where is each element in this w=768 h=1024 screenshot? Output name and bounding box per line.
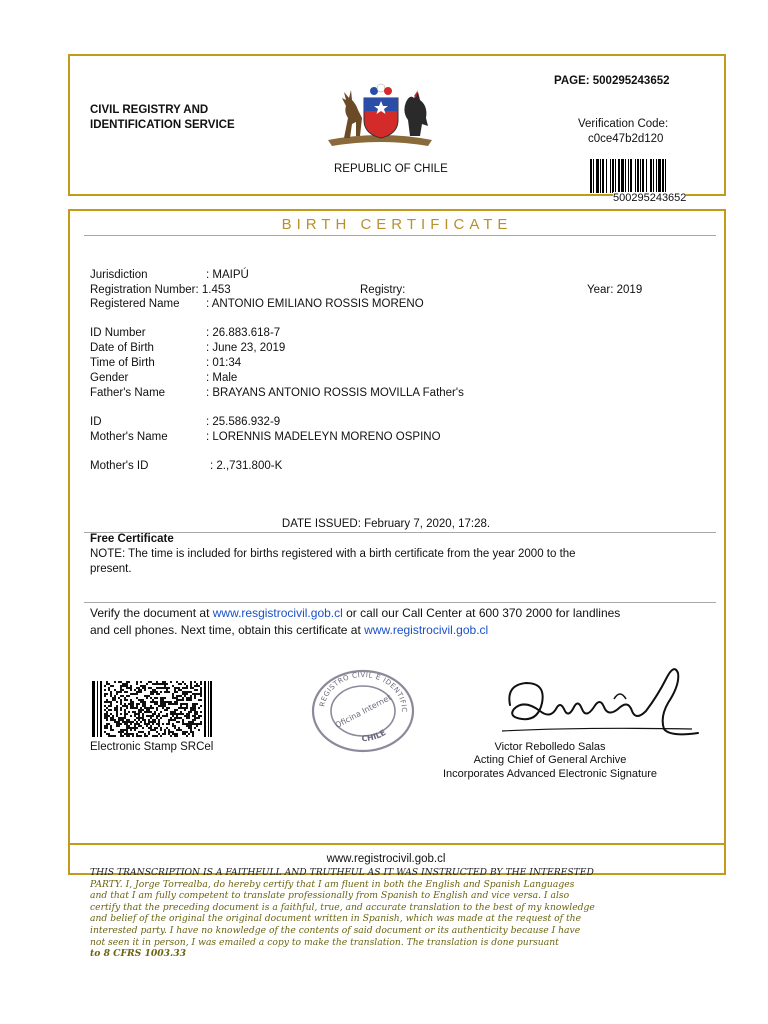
signer-title: Acting Chief of General Archive xyxy=(473,754,627,766)
coat-of-arms-logo xyxy=(322,78,438,148)
mother-id-label: Mother's ID xyxy=(90,460,149,472)
agency-name-line1: CIVIL REGISTRY AND xyxy=(90,104,209,116)
barcode-bar xyxy=(666,159,668,193)
svg-text:CHILE xyxy=(361,728,387,743)
translator-note-line-4: certify that the preceding document is a faithful, true, and accurate translation to the best of my knowledge xyxy=(90,901,595,913)
translator-note-line-6: interested party. I have no knowledge of the contents of said document or its authenticity because I have xyxy=(90,924,581,936)
page-number: PAGE: 500295243652 xyxy=(554,75,670,87)
date-issued: DATE ISSUED: February 7, 2020, 17:28. xyxy=(281,518,491,530)
tob-row xyxy=(90,356,241,370)
gender-label: Gender xyxy=(90,372,129,384)
father-name-value: : BRAYANS ANTONIO ROSSIS MOVILLA Father's xyxy=(206,387,464,399)
official-seal xyxy=(308,667,418,755)
gender-row xyxy=(90,371,237,385)
translator-note-line-3: and that I am fully competent to translate professionally from Spanish to English and vice versa. I also xyxy=(90,890,570,902)
note-line-2: present. xyxy=(90,563,132,575)
agency-name-line2: IDENTIFICATION SERVICE xyxy=(90,119,235,131)
header-barcode xyxy=(590,159,718,193)
id-number-label: ID Number xyxy=(90,327,146,339)
registered-name-label: Registered Name xyxy=(90,298,180,310)
mother-name-label: Mother's Name xyxy=(90,431,168,443)
registered-name-value: : ANTONIO EMILIANO ROSSIS MORENO xyxy=(206,298,424,310)
verify-line2-prefix: and cell phones. Next time, obtain this certificate at xyxy=(90,623,365,637)
stamp-barcode-graphic xyxy=(92,681,212,737)
verify-middle: or call our Call Center at 600 370 2000 for landlines xyxy=(342,606,621,620)
tob-label: Time of Birth xyxy=(90,357,155,369)
svg-text:REGISTRO CIVIL E IDENTIFICACIO xyxy=(308,667,408,713)
id-number-row xyxy=(90,326,280,340)
certificate-title: BIRTH CERTIFICATE xyxy=(281,216,513,233)
year-label: Year: 2019 xyxy=(587,284,643,296)
registered-name-row xyxy=(90,297,424,311)
title-divider xyxy=(84,235,716,236)
electronic-stamp-label: Electronic Stamp SRCel xyxy=(90,741,214,753)
jurisdiction-label: Jurisdiction xyxy=(90,269,148,281)
verify-line-1 xyxy=(90,605,620,621)
free-certificate-label: Free Certificate xyxy=(90,533,174,545)
dob-value: : June 23, 2019 xyxy=(206,342,286,354)
dob-label: Date of Birth xyxy=(90,342,154,354)
translator-note-line-8: to 8 CFRS 1003.33 xyxy=(90,948,187,960)
gender-value: : Male xyxy=(206,372,238,384)
translator-note-line-2: PARTY. I, Jorge Torrealba, do hereby certify that I am fluent in both the English and Spanish Languages xyxy=(90,878,575,890)
mother-name-row xyxy=(90,430,441,444)
tob-value: : 01:34 xyxy=(206,357,242,369)
jurisdiction-value: : MAIPÚ xyxy=(206,269,249,281)
seal-text-bottom: CHILE xyxy=(361,727,388,744)
father-name-row xyxy=(90,386,464,400)
father-id-row xyxy=(90,415,280,429)
registration-row xyxy=(90,283,231,297)
signature-image xyxy=(502,659,702,743)
verify-prefix: Verify the document at xyxy=(90,606,213,620)
certificate-box xyxy=(68,209,726,849)
issued-divider xyxy=(84,532,716,533)
verification-code: c0ce47b2d120 xyxy=(588,133,664,145)
header-box xyxy=(68,54,726,204)
seal-text-center: Oficina Internet xyxy=(333,692,393,731)
signer-note: Incorporates Advanced Electronic Signature xyxy=(442,768,658,780)
jurisdiction-row xyxy=(90,268,249,282)
verify-line-2 xyxy=(90,622,488,638)
barcode-number: 500295243652 xyxy=(613,192,687,204)
seal-text-top: REGISTRO CIVIL E IDENTIFIC xyxy=(318,670,409,713)
republic-label: REPUBLIC OF CHILE xyxy=(334,163,448,175)
father-id-value: : 25.586.932-9 xyxy=(206,416,281,428)
translator-note-line-1: THIS TRANSCRIPTION IS A FAITHFULL AND TRUTHFUL AS IT WAS INSTRUCTED BY THE INTERESTED xyxy=(90,867,594,878)
translator-note-line-7: not seen it in person, I was emailed a copy to make the translation. The translation is done pursuant xyxy=(90,936,559,948)
electronic-stamp-barcode xyxy=(92,681,212,737)
mother-id-value: : 2.,731.800-K xyxy=(210,460,283,472)
note-line-1: NOTE: The time is included for births registered with a birth certificate from the year 2000 to the xyxy=(90,548,576,560)
id-number-value: : 26.883.618-7 xyxy=(206,327,281,339)
footer-url: www.registrocivil.gob.cl xyxy=(326,853,446,865)
translator-note xyxy=(90,867,710,960)
father-id-label: ID xyxy=(90,416,102,428)
mother-name-value: : LORENNIS MADELEYN MORENO OSPINO xyxy=(206,431,441,443)
verify-link-1[interactable]: www.resgistrocivil.gob.cl xyxy=(212,606,343,620)
verify-link-2[interactable]: www.registrocivil.gob.cl xyxy=(364,623,489,637)
registration-number: Registration Number: 1.453 xyxy=(90,284,231,296)
translator-note-line-5: and belief of the original the original document written in Spanish, which was made at the request of the xyxy=(90,913,582,925)
registry-label: Registry: xyxy=(360,284,406,296)
mother-id-row xyxy=(90,459,282,473)
signer-name: Victor Rebolledo Salas xyxy=(494,741,606,753)
verification-label: Verification Code: xyxy=(578,118,669,130)
dob-row xyxy=(90,341,285,355)
note-divider xyxy=(84,602,716,603)
father-name-label: Father's Name xyxy=(90,387,166,399)
